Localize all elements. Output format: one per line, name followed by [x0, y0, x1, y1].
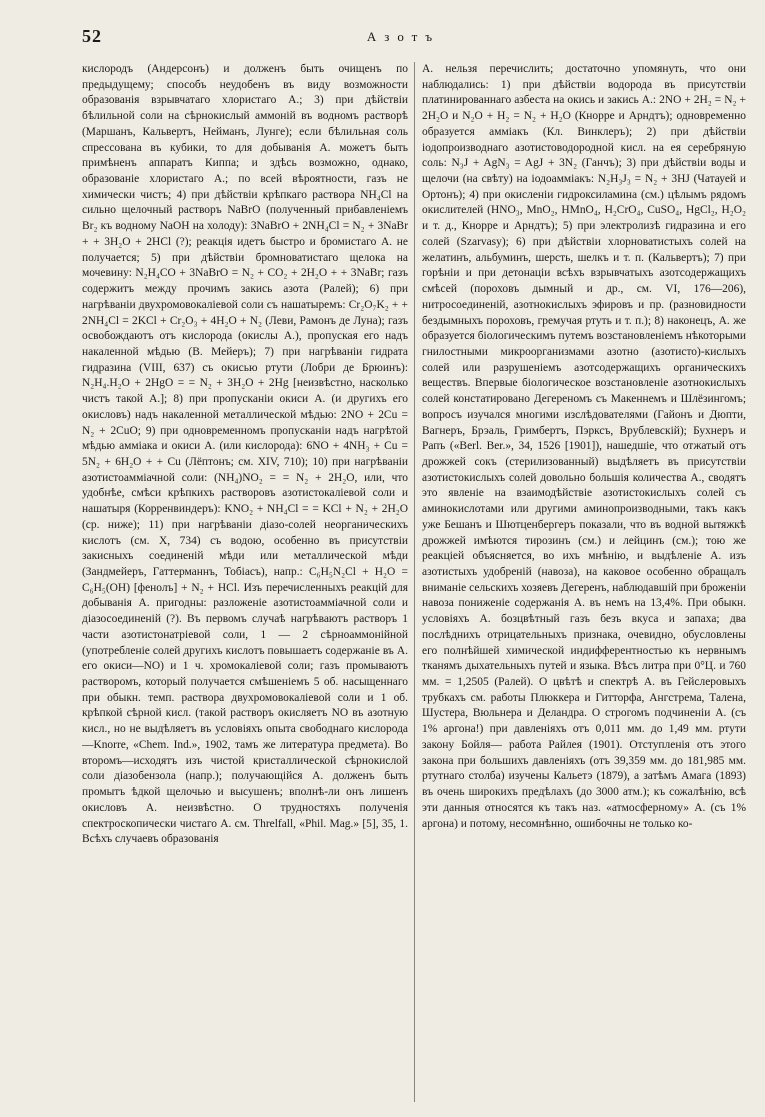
- running-title: Азотъ: [366, 29, 441, 44]
- page-number: 52: [82, 26, 102, 46]
- left-column: [82, 62, 408, 1102]
- left-column-text: кислородъ (Андерсонъ) и долженъ быть очищенъ по предыдущему; способъ неудобенъ въ виду возможности образованія взрывчатаго хлористаго А.; 3) при дѣйствіи бѣлильной соли на сѣрнокислый аммоній въ водномъ растворѣ (Маршанъ, Кальвертъ, Нейманъ, Лунге); если бѣлильная соль спрессована въ кубики, то для добыванія А. можетъ быть примѣненъ аппаратъ Киппа; и здѣсь возможно, однако, образованіе хлористаго А.; по всей вѣроятности, газъ не химически чистъ; 4) при дѣйствіи крѣпкаго раствора NH₄Cl на сильно щелочный растворъ NaBrO (полученный прибавленіемъ Br₂ къ водному NaOH на холоду): 3NaBrO + 2NH₄Cl = N₂ + 3NaBr + + 3H₂O + 2HCl (?); реакція идетъ быстро и бромистаго А. не получается; 5) при дѣйствіи бромноватистаго щелока на мочевину: N₂H₄CO + 3NaBrO = N₂ + CO₂ + 2H₂O + + 3NaBr; газъ содержитъ между прочимъ закись азота (Ралей); 6) при нагрѣваніи двухромовокаліевой соли съ нашатыремъ: Cr₂O₇K₂ + + 2NH₄Cl = 2KCl + Cr₂O₃ + 4H₂O + N₂ (Леви, Рамонъ де Луна); газъ освобождаютъ отъ кислорода (окислы А.), пропуская его надъ накаленной мѣдью (В. Мейеръ); 7) при нагрѣваніи гидрата гидразина (VIII, 637) съ окисью ртути (Лобри де Брюинъ): N₂H₄.H₂O + 2HgO = = N₂ + 3H₂O + 2Hg [неизвѣстно, насколько чистъ такой А.]; 8) при пропусканіи окиси А. (и другихъ его окисловъ) надъ накаленной металлической мѣдью: 2NO + 2Cu = N₂ + 2CuO; 9) при одновременномъ пропусканіи надъ нагрѣтой мѣдью амміака и окиси А. (или кислорода): 6NO + 4NH₃ + Cu = 5N₂ + 6H₂O + + Cu (Лёптонъ; см. XIV, 710); 10) при нагрѣваніи азотистоамміачной соли: (NH₄)NO₂ = = N₂ + 2H₂O, или, что удобнѣе, смѣси крѣпкихъ растворовъ азотистокаліевой соли и нашатыря (Корренвиндеръ): KNO₂ + NH₄Cl = = KCl + N₂ + 2H₂O (ср. ниже); 11) при нагрѣваніи діазо-солей неорганическихъ кислотъ (см. X, 734) съ водою, особенно въ присутствіи закисныхъ соединеній мѣди или металлической мѣди (Зандмейеръ, Гаттерманнъ, Тобіасъ), напр.: C₆H₅N₂Cl + H₂O = C₆H₅(OH) [фенолъ] + N₂ + HCl. Изъ перечисленныхъ реакцій для добыванія А. пригодны: разложеніе азотистоамміачной соли и діазосоединеній (?). Въ первомъ случаѣ нагрѣваютъ растворъ 1 части азотистонатріевой соли, 1 — 2 сѣрноаммонійной (употребленіе солей другихъ кислотъ повышаетъ содержаніе въ А. его окиси—NO) и 1 ч. хромокаліевой соли; газъ промываютъ растворомъ, который получается смѣшеніемъ 5 об. насыщеннаго при обыкн. темп. раствора двухромовокаліевой соли и 1 об. крѣпкой сѣрной кисл. (такой растворъ окисляетъ NO въ азотную кисл., но не выдѣляетъ въ условіяхъ опыта свободнаго кислорода—Knorre, «Chem. Ind.», 1902, тамъ же литература предмета). Во второмъ—исходятъ изъ чистой кристаллической сѣрнокислой соли діазобензола (напр.); получающійся А. долженъ быть промытъ ѣдкой щелочью и высушенъ; вполнѣ-ли онъ лишенъ окисловъ А. неизвѣстно. О трудностяхъ полученія спектроскопически чистаго А. см. Threlfall, «Phil. Mag.» [5], 35, 1. Всѣхъ случаевъ образованія: [82, 63, 408, 846]
- right-column: [422, 62, 746, 1102]
- page-header: [82, 26, 725, 52]
- right-column-text: А. нельзя перечислить; достаточно упомянуть, что они наблюдались: 1) при дѣйствіи водорода въ присутствіи платинированнаго азбеста на окись и закись А.: 2NO + 2H₂ = N₂ + 2H₂O и N₂O + H₂ = N₂ + H₂O (Кнорре и Арндтъ); одновременно образуется амміакъ (Кл. Винклеръ); 2) при дѣйствіи іодопроизводнаго азотистоводородной кисл. на ея серебряную соль: N₃J + AgN₃ = AgJ + 3N₂ (Ганчъ); 3) при дѣйствіи воды и щелочи (на свѣту) на іодоамміакъ: N₂H₃J₃ = N₂ + 3HJ (Чатауей и Ортонъ); 4) при окисленіи гидроксиламина (см.) цѣлымъ рядомъ окислителей (HNO₃, MnO₂, HMnO₄, H₂CrO₄, CuSO₄, HgCl₂, H₂O₂ и т. д., Кнорре и Арндтъ); 5) при электролизѣ гидразина и его солей (Szarvasy); 6) при дѣйствіи хлорноватистыхъ солей на желатинъ, альбуминъ, шерсть, шелкъ и т. п. (Кальвертъ); 7) при горѣніи и при детонаціи всѣхъ взрывчатыхъ азотсодержащихъ смѣсей (пороховъ дымный и др., см. VI, 176—206), нитросоединеній, азотнокислыхъ эфировъ и пр. (разновидности бездымныхъ пороховъ, гремучая ртуть и т. п.); 8) наконецъ, А. же образуется біологическимъ путемъ возстановленіемъ нѣкоторыми гнилостными микроорганизмами азотно (азотисто)-кислыхъ солей или разрушеніемъ азотсодержащихъ органическихъ веществъ. Впервые біологическое возстановленіе азотнокислыхъ солей констатировано Дегереномъ съ Макеннемъ и Шлёзингомъ; вопросъ изучался многими изслѣдователями (Гайонъ и Дюпти, Вагнеръ, Брэаль, Гримбертъ, Пэрксъ, Врублевскій); Бухнеръ и Рапъ («Berl. Ber.», 34, 1526 [1901]), нашедшіе, что отжатый отъ дрожжей сокъ (стерилизованный) выдѣляетъ въ присутствіи азотистокислыхъ солей довольно большія количества А., сводятъ это явленіе на взаимодѣйствіе азотистокислыхъ солей съ аминокислотами или другими аминопроизводными, такъ какъ уже Бешанъ и Шютценбергеръ показали, что въ водной вытяжкѣ дрожжей имѣются тирозинъ (см.) и лейцинъ (см.); тою же реакціей объясняется, во ихъ мнѣнію, и выдѣленіе А. изъ азотистыхъ удобреній (навоза), на каковое особенно обращалъ вниманіе сельскихъ хозяевъ Дегеренъ, наблюдавшій при броженіи навоза пониженіе содержанія А. въ немъ на 13,4%. При обыкн. условіяхъ А. бозцвѣтный газъ безъ вкуса и запаха; два послѣднихъ отрицательныхъ признака, очевидно, обусловлены его полнѣйшей химической индифферентностью къ нервнымъ тканямъ дыхательныхъ путей и языка. Вѣсъ литра при 0°Ц. и 760 мм. = 1,2505 (Ралей). О цвѣтѣ и спектрѣ А. въ Гейслеровыхъ трубкахъ см. работы Плюккера и Гитторфа, Ангстрема, Талена, Шустера, Вюльнера и Деландра. О строгомъ подчиненіи А. (съ 1% аргона!) при давленіяхъ отъ 0,011 мм. до 1,49 мм. ртути закону Бойля— работа Райлея (1901). Отступленія отъ этого закона при большихъ давленіяхъ (отъ 39,359 мм. до 181,985 мм. ртутнаго столба) изучены Кальетэ (1879), а затѣмъ Амага (1893) въ очень широкихъ предѣлахъ (до 3000 атм.); къ сожалѣнію, всѣ эти данныя относятся къ такъ наз. «атмосферному» А. (съ 1% аргона) и потому, несомнѣнно, ошибочны не только ко-: [422, 63, 746, 830]
- column-divider: [414, 62, 415, 1102]
